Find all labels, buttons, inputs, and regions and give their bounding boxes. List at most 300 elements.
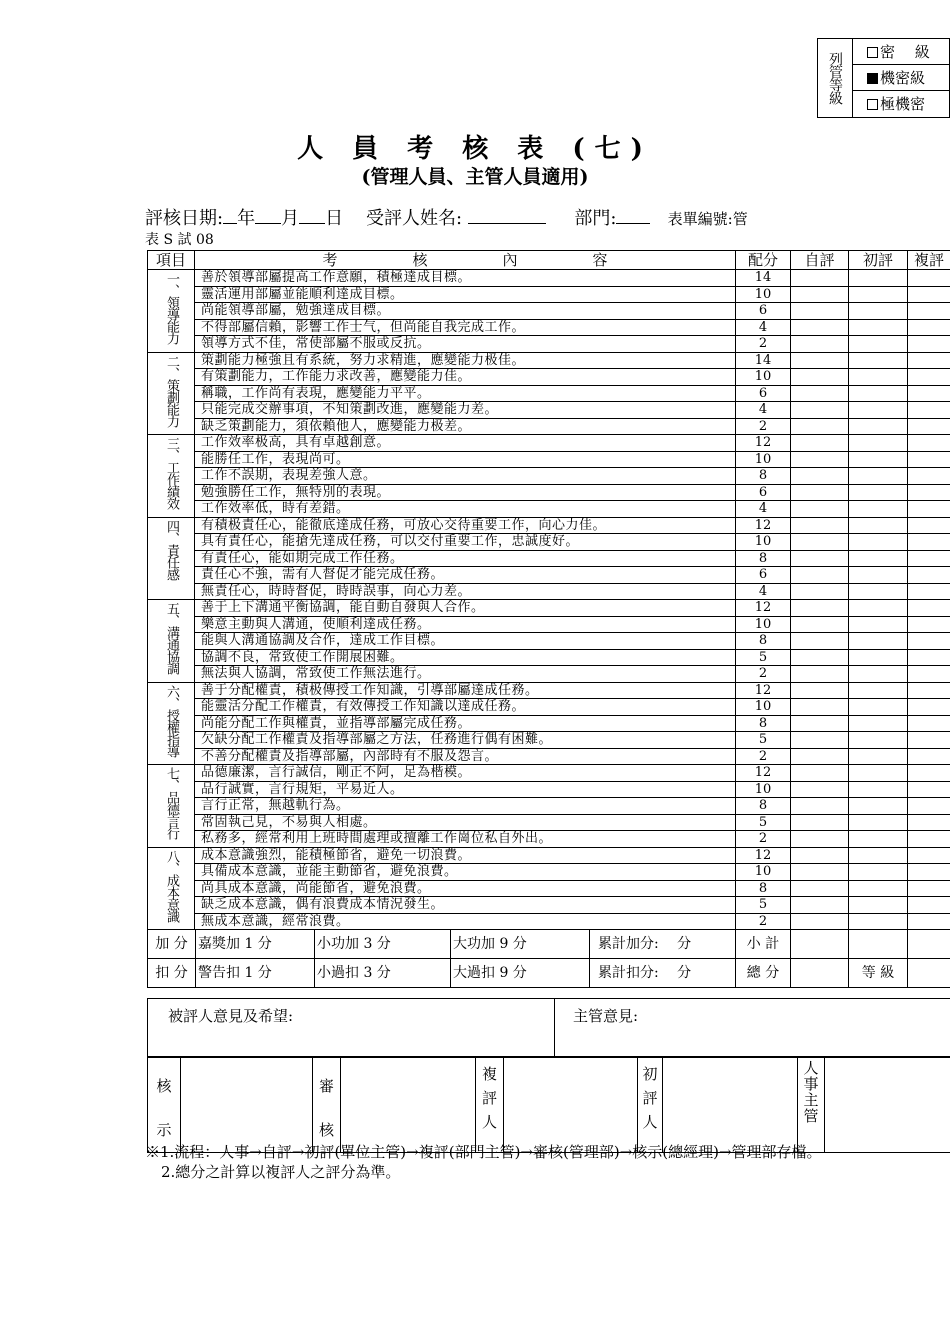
first-score-cell[interactable]	[849, 352, 908, 369]
first-score-cell[interactable]	[849, 897, 908, 914]
penalty-label: 扣 分	[148, 959, 196, 987]
table-row	[148, 369, 950, 386]
review-score-cell[interactable]	[908, 814, 950, 831]
self-score-cell[interactable]	[791, 319, 849, 336]
criterion-score: 2	[736, 418, 791, 435]
bonus-row	[148, 930, 950, 959]
first-score-cell[interactable]	[849, 303, 908, 320]
criterion-text: 尚能領導部屬，勉強達成目標。	[195, 303, 736, 320]
criterion-text: 尚具成本意識，尚能節省，避免浪費。	[195, 880, 736, 897]
review-score-cell[interactable]	[908, 616, 950, 633]
first-score-cell[interactable]	[849, 369, 908, 386]
self-score-cell[interactable]	[791, 682, 849, 699]
review-score-cell[interactable]	[908, 517, 950, 534]
evaluation-table	[147, 250, 950, 988]
criterion-score: 5	[736, 732, 791, 749]
first-score-cell[interactable]	[849, 732, 908, 749]
criterion-score: 6	[736, 385, 791, 402]
table-row	[148, 435, 950, 452]
criterion-score: 10	[736, 534, 791, 551]
first-score-cell[interactable]	[849, 550, 908, 567]
self-score-cell[interactable]	[791, 583, 849, 600]
form-code: 表 S 試 08	[145, 232, 214, 248]
first-score-cell[interactable]	[849, 517, 908, 534]
criterion-score: 8	[736, 633, 791, 650]
criterion-text: 品德廉潔，言行誠信，剛正不阿，足為楷模。	[195, 765, 736, 782]
table-row	[148, 682, 950, 699]
category-cell	[148, 682, 195, 765]
self-score-cell[interactable]	[791, 517, 849, 534]
table-row	[148, 715, 950, 732]
criterion-text: 善于上下溝通平衡協調，能自動自發與人合作。	[195, 600, 736, 617]
table-row	[148, 781, 950, 798]
criterion-text: 具有責任心，能搶先達成任務，可以交付重要工作，忠誠度好。	[195, 534, 736, 551]
bonus-label: 加 分	[148, 930, 196, 958]
criterion-score: 8	[736, 798, 791, 815]
self-score-cell[interactable]	[791, 501, 849, 518]
criterion-score: 12	[736, 765, 791, 782]
audit-label: 審 核	[313, 1058, 341, 1153]
criterion-score: 10	[736, 781, 791, 798]
reviewer-label: 複 評 人	[476, 1058, 504, 1153]
review-score-cell[interactable]	[908, 534, 950, 551]
criterion-score: 12	[736, 517, 791, 534]
penalty-row	[148, 959, 950, 988]
criterion-score: 6	[736, 303, 791, 320]
self-score-cell[interactable]	[791, 567, 849, 584]
review-score-cell[interactable]	[908, 831, 950, 848]
reviewer-signature[interactable]	[504, 1058, 638, 1153]
checkbox-checked-icon[interactable]	[867, 73, 878, 84]
review-score-cell[interactable]	[908, 682, 950, 699]
self-score-cell[interactable]	[791, 649, 849, 666]
header-score: 配分	[736, 251, 791, 270]
first-score-cell[interactable]	[849, 798, 908, 815]
note-2: 2.總分之計算以複評人之評分為準。	[161, 1163, 401, 1181]
criterion-text: 能勝任工作，表現尚可。	[195, 451, 736, 468]
review-score-cell[interactable]	[908, 847, 950, 864]
table-row	[148, 765, 950, 782]
self-score-cell[interactable]	[791, 798, 849, 815]
table-row	[148, 798, 950, 815]
category-label: 八、成本意識	[164, 849, 179, 922]
review-score-cell[interactable]	[908, 748, 950, 765]
criterion-text: 成本意識強烈，能積極節省，避免一切浪費。	[195, 847, 736, 864]
review-score-cell[interactable]	[908, 699, 950, 716]
criterion-text: 無責任心，時時督促，時時誤事，向心力差。	[195, 583, 736, 600]
bonus-major-merit: 大功加 9 分	[451, 930, 590, 958]
first-score-cell[interactable]	[849, 682, 908, 699]
first-score-cell[interactable]	[849, 468, 908, 485]
review-score-cell[interactable]	[908, 501, 950, 518]
criterion-score: 12	[736, 847, 791, 864]
self-score-cell[interactable]	[791, 385, 849, 402]
category-cell	[148, 600, 195, 683]
criterion-text: 無法與人協調，常致使工作無法進行。	[195, 666, 736, 683]
header-item: 項目	[148, 251, 195, 270]
header-content: 考 核 內 容	[195, 251, 736, 270]
first-score-cell[interactable]	[849, 583, 908, 600]
criterion-score: 5	[736, 814, 791, 831]
criterion-score: 2	[736, 666, 791, 683]
first-score-cell[interactable]	[849, 435, 908, 452]
checkbox-icon[interactable]	[867, 99, 878, 110]
first-score-cell[interactable]	[849, 270, 908, 287]
review-score-cell[interactable]	[908, 319, 950, 336]
self-score-cell[interactable]	[791, 814, 849, 831]
table-row	[148, 319, 950, 336]
self-score-cell[interactable]	[791, 765, 849, 782]
supervisor-opinion-field[interactable]	[555, 999, 950, 1057]
review-score-cell[interactable]	[908, 336, 950, 353]
criterion-score: 14	[736, 270, 791, 287]
first-score-cell[interactable]	[849, 484, 908, 501]
criterion-score: 4	[736, 583, 791, 600]
review-score-cell[interactable]	[908, 649, 950, 666]
category-label: 五、溝通協調	[164, 602, 179, 674]
self-score-cell[interactable]	[791, 451, 849, 468]
first-score-cell[interactable]	[849, 534, 908, 551]
criterion-text: 能與人溝通協調及合作，達成工作目標。	[195, 633, 736, 650]
criterion-text: 工作不誤期，表現差強人意。	[195, 468, 736, 485]
classification-option-confidential[interactable]: 機密級	[853, 65, 950, 91]
evaluee-label: 受評人姓名:	[365, 208, 463, 229]
first-score-cell[interactable]	[849, 600, 908, 617]
review-score-cell[interactable]	[908, 402, 950, 419]
dept-label: 部門:	[574, 208, 617, 229]
dept-field[interactable]	[616, 208, 650, 224]
first-score-cell[interactable]	[849, 286, 908, 303]
first-score-cell[interactable]	[849, 451, 908, 468]
total-score-label: 總 分	[736, 959, 791, 988]
criterion-text: 具備成本意識，並能主動節省，避免浪費。	[195, 864, 736, 881]
self-score-cell[interactable]	[791, 715, 849, 732]
category-cell	[148, 352, 195, 435]
first-score-cell[interactable]	[849, 567, 908, 584]
first-score-cell[interactable]	[849, 402, 908, 419]
criteria-body	[148, 270, 950, 930]
self-score-cell[interactable]	[791, 550, 849, 567]
day-field[interactable]	[299, 208, 325, 224]
review-score-cell[interactable]	[908, 270, 950, 287]
self-score-cell[interactable]	[791, 418, 849, 435]
review-score-cell[interactable]	[908, 303, 950, 320]
criterion-text: 尚能分配工作與權責，並指導部屬完成任務。	[195, 715, 736, 732]
subtotal-self[interactable]	[791, 930, 849, 959]
first-score-cell[interactable]	[849, 847, 908, 864]
first-score-cell[interactable]	[849, 781, 908, 798]
criterion-text: 言行正常，無越軌行為。	[195, 798, 736, 815]
criterion-score: 10	[736, 369, 791, 386]
criterion-score: 2	[736, 831, 791, 848]
self-score-cell[interactable]	[791, 864, 849, 881]
review-score-cell[interactable]	[908, 484, 950, 501]
review-score-cell[interactable]	[908, 913, 950, 930]
self-score-cell[interactable]	[791, 352, 849, 369]
evaluee-opinion-field[interactable]	[148, 999, 555, 1057]
first-score-cell[interactable]	[849, 814, 908, 831]
self-score-cell[interactable]	[791, 303, 849, 320]
category-cell	[148, 847, 195, 930]
review-score-cell[interactable]	[908, 352, 950, 369]
table-row	[148, 418, 950, 435]
self-score-cell[interactable]	[791, 534, 849, 551]
first-score-cell[interactable]	[849, 616, 908, 633]
category-label: 一、領導能力	[164, 272, 179, 344]
grade-value[interactable]	[908, 959, 950, 988]
criterion-text: 有積极責任心，能徹底達成任務，可放心交待重要工作，向心力佳。	[195, 517, 736, 534]
review-score-cell[interactable]	[908, 583, 950, 600]
self-score-cell[interactable]	[791, 666, 849, 683]
first-score-cell[interactable]	[849, 336, 908, 353]
criterion-score: 5	[736, 897, 791, 914]
first-score-cell[interactable]	[849, 748, 908, 765]
self-score-cell[interactable]	[791, 748, 849, 765]
self-score-cell[interactable]	[791, 897, 849, 914]
first-score-cell[interactable]	[849, 633, 908, 650]
criterion-text: 責任心不強，需有人督促才能完成任務。	[195, 567, 736, 584]
hr-label: 人 事 主 管	[798, 1058, 825, 1153]
subtotal-first[interactable]	[849, 930, 908, 959]
subtotal-review[interactable]	[908, 930, 950, 959]
review-score-cell[interactable]	[908, 369, 950, 386]
table-row	[148, 303, 950, 320]
review-score-cell[interactable]	[908, 765, 950, 782]
review-score-cell[interactable]	[908, 897, 950, 914]
approve-signature[interactable]	[181, 1058, 313, 1153]
table-row	[148, 649, 950, 666]
table-row	[148, 402, 950, 419]
self-score-cell[interactable]	[791, 831, 849, 848]
table-row	[148, 880, 950, 897]
review-score-cell[interactable]	[908, 880, 950, 897]
review-score-cell[interactable]	[908, 715, 950, 732]
table-row	[148, 484, 950, 501]
self-score-cell[interactable]	[791, 732, 849, 749]
category-cell	[148, 765, 195, 848]
self-score-cell[interactable]	[791, 468, 849, 485]
self-score-cell[interactable]	[791, 270, 849, 287]
classification-box	[817, 38, 950, 118]
category-label: 四、責任感	[164, 519, 179, 580]
first-score-cell[interactable]	[849, 913, 908, 930]
criterion-score: 10	[736, 699, 791, 716]
table-row	[148, 468, 950, 485]
review-score-cell[interactable]	[908, 468, 950, 485]
self-score-cell[interactable]	[791, 880, 849, 897]
notes	[145, 1142, 825, 1182]
approve-label: 核 示	[148, 1058, 181, 1153]
classification-option-top-secret[interactable]: 極機密	[853, 91, 950, 117]
penalty-warning: 警告扣 1 分	[196, 959, 315, 987]
table-row	[148, 831, 950, 848]
criterion-text: 領導方式不佳，常使部屬不服或反抗。	[195, 336, 736, 353]
date-label: 評核日期:	[145, 208, 224, 229]
header-fields: 評核日期: 年 月 日 受評人姓名: 部門: 表單編號:管	[145, 208, 748, 229]
review-score-cell[interactable]	[908, 666, 950, 683]
table-row	[148, 352, 950, 369]
criterion-score: 10	[736, 864, 791, 881]
first-score-cell[interactable]	[849, 649, 908, 666]
criterion-text: 缺乏成本意識，偶有浪費成本情況發生。	[195, 897, 736, 914]
self-score-cell[interactable]	[791, 435, 849, 452]
review-score-cell[interactable]	[908, 633, 950, 650]
self-score-cell[interactable]	[791, 286, 849, 303]
table-row	[148, 814, 950, 831]
criterion-score: 10	[736, 451, 791, 468]
table-row	[148, 534, 950, 551]
first-score-cell[interactable]	[849, 715, 908, 732]
criterion-text: 能靈活分配工作權責，有效傳授工作知識以達成任務。	[195, 699, 736, 716]
table-row	[148, 517, 950, 534]
criterion-score: 10	[736, 286, 791, 303]
criterion-text: 不得部屬信賴，影響工作士气，但尚能自我完成工作。	[195, 319, 736, 336]
hr-signature[interactable]	[825, 1058, 950, 1153]
review-score-cell[interactable]	[908, 864, 950, 881]
first-score-cell[interactable]	[849, 501, 908, 518]
first-score-cell[interactable]	[849, 418, 908, 435]
criterion-score: 4	[736, 501, 791, 518]
criterion-score: 6	[736, 484, 791, 501]
table-row	[148, 600, 950, 617]
penalty-total: 累計扣分: 分	[598, 965, 692, 981]
review-score-cell[interactable]	[908, 798, 950, 815]
self-score-cell[interactable]	[791, 484, 849, 501]
first-reviewer-label: 初 評 人	[638, 1058, 663, 1153]
criterion-text: 私務多，經常利用上班時間處理或擅離工作崗位私自外出。	[195, 831, 736, 848]
review-score-cell[interactable]	[908, 418, 950, 435]
table-row	[148, 270, 950, 287]
page-subtitle: (管理人員、主管人員適用)	[361, 166, 589, 188]
table-row	[148, 699, 950, 716]
header-first: 初評	[849, 251, 908, 270]
criterion-text: 無成本意識，經常浪費。	[195, 913, 736, 930]
criterion-score: 5	[736, 649, 791, 666]
table-row	[148, 633, 950, 650]
table-row	[148, 567, 950, 584]
self-score-cell[interactable]	[791, 699, 849, 716]
criterion-score: 10	[736, 616, 791, 633]
criterion-score: 12	[736, 682, 791, 699]
first-score-cell[interactable]	[849, 864, 908, 881]
supervisor-opinion-label: 主管意見:	[573, 1007, 639, 1025]
category-label: 六、授權指導	[164, 684, 179, 757]
category-label: 七、品德言行	[164, 767, 179, 839]
criterion-score: 2	[736, 336, 791, 353]
checkbox-icon[interactable]	[867, 47, 878, 58]
penalty-minor-demerit: 小過扣 3 分	[315, 959, 451, 987]
first-score-cell[interactable]	[849, 699, 908, 716]
header-review: 複評	[908, 251, 950, 270]
criterion-text: 不善分配權責及指導部屬，內部時有不服及怨言。	[195, 748, 736, 765]
criterion-text: 缺乏策劃能力，須依賴他人，應變能力极差。	[195, 418, 736, 435]
self-score-cell[interactable]	[791, 402, 849, 419]
category-cell	[148, 435, 195, 518]
criterion-text: 善于分配權責，積极傳授工作知識，引導部屬達成任務。	[195, 682, 736, 699]
form-no-label: 表單編號:管	[667, 210, 748, 228]
criterion-text: 稱職，工作尚有表現，應變能力平平。	[195, 385, 736, 402]
review-score-cell[interactable]	[908, 286, 950, 303]
review-score-cell[interactable]	[908, 385, 950, 402]
self-score-cell[interactable]	[791, 913, 849, 930]
criterion-score: 12	[736, 435, 791, 452]
self-score-cell[interactable]	[791, 336, 849, 353]
table-row	[148, 583, 950, 600]
criterion-text: 策劃能力極強且有系統，努力求精進，應變能力极佳。	[195, 352, 736, 369]
table-row	[148, 550, 950, 567]
criterion-text: 勉強勝任工作，無特別的表現。	[195, 484, 736, 501]
self-score-cell[interactable]	[791, 616, 849, 633]
table-row	[148, 847, 950, 864]
criterion-score: 8	[736, 468, 791, 485]
first-score-cell[interactable]	[849, 385, 908, 402]
criterion-text: 有責任心，能如期完成工作任務。	[195, 550, 736, 567]
criterion-score: 14	[736, 352, 791, 369]
bonus-commendation: 嘉獎加 1 分	[196, 930, 315, 958]
category-label: 二、策劃能力	[164, 354, 179, 427]
category-cell	[148, 517, 195, 600]
criterion-text: 常固執己見，不易與人相處。	[195, 814, 736, 831]
review-score-cell[interactable]	[908, 600, 950, 617]
table-row	[148, 897, 950, 914]
table-row	[148, 748, 950, 765]
self-score-cell[interactable]	[791, 600, 849, 617]
criterion-text: 靈活運用部屬並能順利達成目標。	[195, 286, 736, 303]
criterion-score: 2	[736, 913, 791, 930]
first-score-cell[interactable]	[849, 880, 908, 897]
note-1: ※1.流程：人事→自評→初評(單位主管)→複評(部門主管)→審核(管理部)→核示(總經理)→管理部存檔。	[145, 1143, 822, 1161]
table-row	[148, 451, 950, 468]
category-cell	[148, 270, 195, 353]
classification-option-secret[interactable]: 密 級	[853, 39, 950, 65]
criterion-score: 8	[736, 550, 791, 567]
bonus-total: 累計加分: 分	[598, 936, 692, 952]
review-score-cell[interactable]	[908, 567, 950, 584]
first-reviewer-signature[interactable]	[663, 1058, 798, 1153]
self-score-cell[interactable]	[791, 369, 849, 386]
evaluee-opinion-label: 被評人意見及希望:	[168, 1007, 294, 1025]
table-row	[148, 666, 950, 683]
review-score-cell[interactable]	[908, 435, 950, 452]
criterion-text: 樂意主動與人溝通，使順利達成任務。	[195, 616, 736, 633]
criterion-text: 工作效率极高，具有卓越創意。	[195, 435, 736, 452]
signature-table	[147, 1057, 950, 1153]
header-self: 自評	[791, 251, 849, 270]
total-self[interactable]	[791, 959, 849, 988]
opinions-table	[147, 998, 950, 1057]
category-label: 三、工作績效	[164, 437, 179, 509]
review-score-cell[interactable]	[908, 550, 950, 567]
self-score-cell[interactable]	[791, 633, 849, 650]
first-score-cell[interactable]	[849, 831, 908, 848]
criterion-score: 6	[736, 567, 791, 584]
self-score-cell[interactable]	[791, 781, 849, 798]
criterion-text: 有策劃能力，工作能力求改善，應變能力佳。	[195, 369, 736, 386]
first-score-cell[interactable]	[849, 765, 908, 782]
review-score-cell[interactable]	[908, 451, 950, 468]
audit-signature[interactable]	[341, 1058, 476, 1153]
review-score-cell[interactable]	[908, 781, 950, 798]
table-row	[148, 732, 950, 749]
review-score-cell[interactable]	[908, 732, 950, 749]
year-field[interactable]	[223, 208, 237, 224]
evaluee-field[interactable]	[468, 208, 546, 224]
first-score-cell[interactable]	[849, 666, 908, 683]
first-score-cell[interactable]	[849, 319, 908, 336]
month-field[interactable]	[255, 208, 281, 224]
self-score-cell[interactable]	[791, 847, 849, 864]
criterion-score: 2	[736, 748, 791, 765]
